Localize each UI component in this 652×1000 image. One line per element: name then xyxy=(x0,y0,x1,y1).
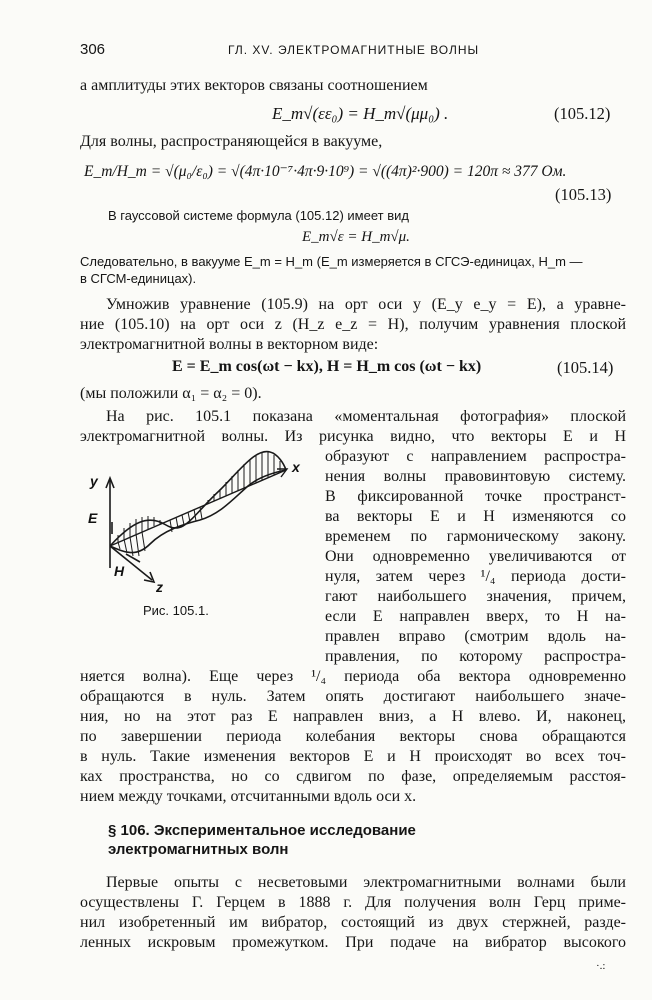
text-line: няется волна). Еще через ¹/₄ периода оба вектора одновременно xyxy=(80,668,626,685)
text-line: обращаются в нуль. Затем опять достигают наибольшего значе- xyxy=(80,688,626,705)
axis-label-x: x xyxy=(292,459,300,475)
wrapped-text-line: ва векторы E и H изменяются со xyxy=(325,508,626,525)
wave-illustration xyxy=(106,452,287,582)
text-line: в нуль. Такие изменения векторов E и H происходят во всех точ- xyxy=(80,748,626,765)
axis-label-y: y xyxy=(90,473,98,489)
scan-marks: ·.: xyxy=(596,960,606,972)
text-line: ках пространства, но со сдвигом по фазе, определяемым расстоя- xyxy=(80,768,626,785)
e-field-hatching xyxy=(118,452,280,542)
text-line: электромагнитной волны в векторном виде: xyxy=(80,336,379,353)
wrapped-text-line: если E направлен вверх, то H на- xyxy=(325,608,626,625)
equation-105-14: E = E_m cos(ωt − kx), H = H_m cos (ωt − kx) xyxy=(172,358,482,375)
wrapped-text-line: нуля, затем через ¹/₄ периода дости- xyxy=(325,568,626,585)
h-field-hatching xyxy=(118,507,202,556)
text-line: (мы положили α₁ = α₂ = 0). xyxy=(80,385,262,402)
small-text-line: в СГСМ-единицах). xyxy=(80,271,197,286)
section-heading: § 106. Экспериментальное исследование xyxy=(108,822,416,839)
equation-105-13: E_m/H_m = √(μ₀/ε₀) = √(4π·10⁻⁷·4π·9·10⁹) = √((4π)²·900) = 120π ≈ 377 Ом. xyxy=(84,163,567,180)
wave-figure xyxy=(80,442,315,602)
equation-number: (105.14) xyxy=(557,358,614,377)
equation-number: (105.12) xyxy=(554,104,611,123)
text-line: Умножив уравнение (105.9) на орт оси y (E_y e_y = E), а уравне- xyxy=(106,296,626,313)
equation-gauss: E_m√ε = H_m√μ. xyxy=(302,229,410,245)
text-line: Первые опыты с несветовыми электромагнитными волнами были xyxy=(106,874,626,891)
wrapped-text-line: нения волны правовинтовую систему. xyxy=(325,468,626,485)
equation-number: (105.13) xyxy=(555,185,612,204)
section-heading: электромагнитных волн xyxy=(108,841,289,858)
text-line: ленных искровым промежутком. При подаче на вибратор высокого xyxy=(80,934,626,951)
wrapped-text-line: гают наибольшего значения, причем, xyxy=(325,588,626,605)
wrapped-text-line: Они одновременно увеличиваются от xyxy=(325,548,626,565)
wrapped-text-line: правлен вправо (смотрим вдоль на- xyxy=(325,628,626,645)
vector-label-e: E xyxy=(88,510,98,526)
small-text-line: Следовательно, в вакууме E_m = H_m (E_m измеряется в СГСЭ-единицах, H_m — xyxy=(80,254,583,269)
small-text-line: В гауссовой системе формула (105.12) имеет вид xyxy=(108,208,409,223)
text-line: Для волны, распространяющейся в вакууме, xyxy=(80,133,383,150)
text-line: нил изобретенный им вибратор, состоящий из двух стержней, разде- xyxy=(80,914,626,931)
text-line: по завершении периода колебания векторы снова обращаются xyxy=(80,728,626,745)
running-title: ГЛ. XV. ЭЛЕКТРОМАГНИТНЫЕ ВОЛНЫ xyxy=(228,43,480,57)
text-line: осуществлены Г. Герцем в 1888 г. Для получения волн Герц приме- xyxy=(80,894,626,911)
wrapped-text-line: образуют с направлением распростра- xyxy=(325,448,626,465)
text-line: нием между точками, отсчитанными вдоль оси x. xyxy=(80,788,417,805)
text-line: На рис. 105.1 показана «моментальная фотография» плоской xyxy=(106,408,626,425)
vector-label-h: H xyxy=(114,563,125,579)
axis-label-z: z xyxy=(156,579,163,595)
page-number: 306 xyxy=(80,41,106,58)
figure-caption: Рис. 105.1. xyxy=(143,603,209,618)
text-line: ния, но на этот раз E направлен вниз, а H влево. И, наконец, xyxy=(80,708,626,725)
text-line: электромагнитной волны. Из рисунка видно, что векторы E и H xyxy=(80,428,626,445)
text-line: а амплитуды этих векторов связаны соотношением xyxy=(80,77,428,94)
wrapped-text-line: В фиксированной точке пространст- xyxy=(325,488,626,505)
wrapped-text-line: временем по гармоническому закону. xyxy=(325,528,626,545)
text-line: ние (105.10) на орт оси z (H_z e_z = H), получим уравнения плоской xyxy=(80,316,626,333)
wrapped-text-line: правления, по которому распростра- xyxy=(325,648,626,665)
equation-105-12: E_m√(εε₀) = H_m√(μμ₀) . xyxy=(272,104,449,123)
